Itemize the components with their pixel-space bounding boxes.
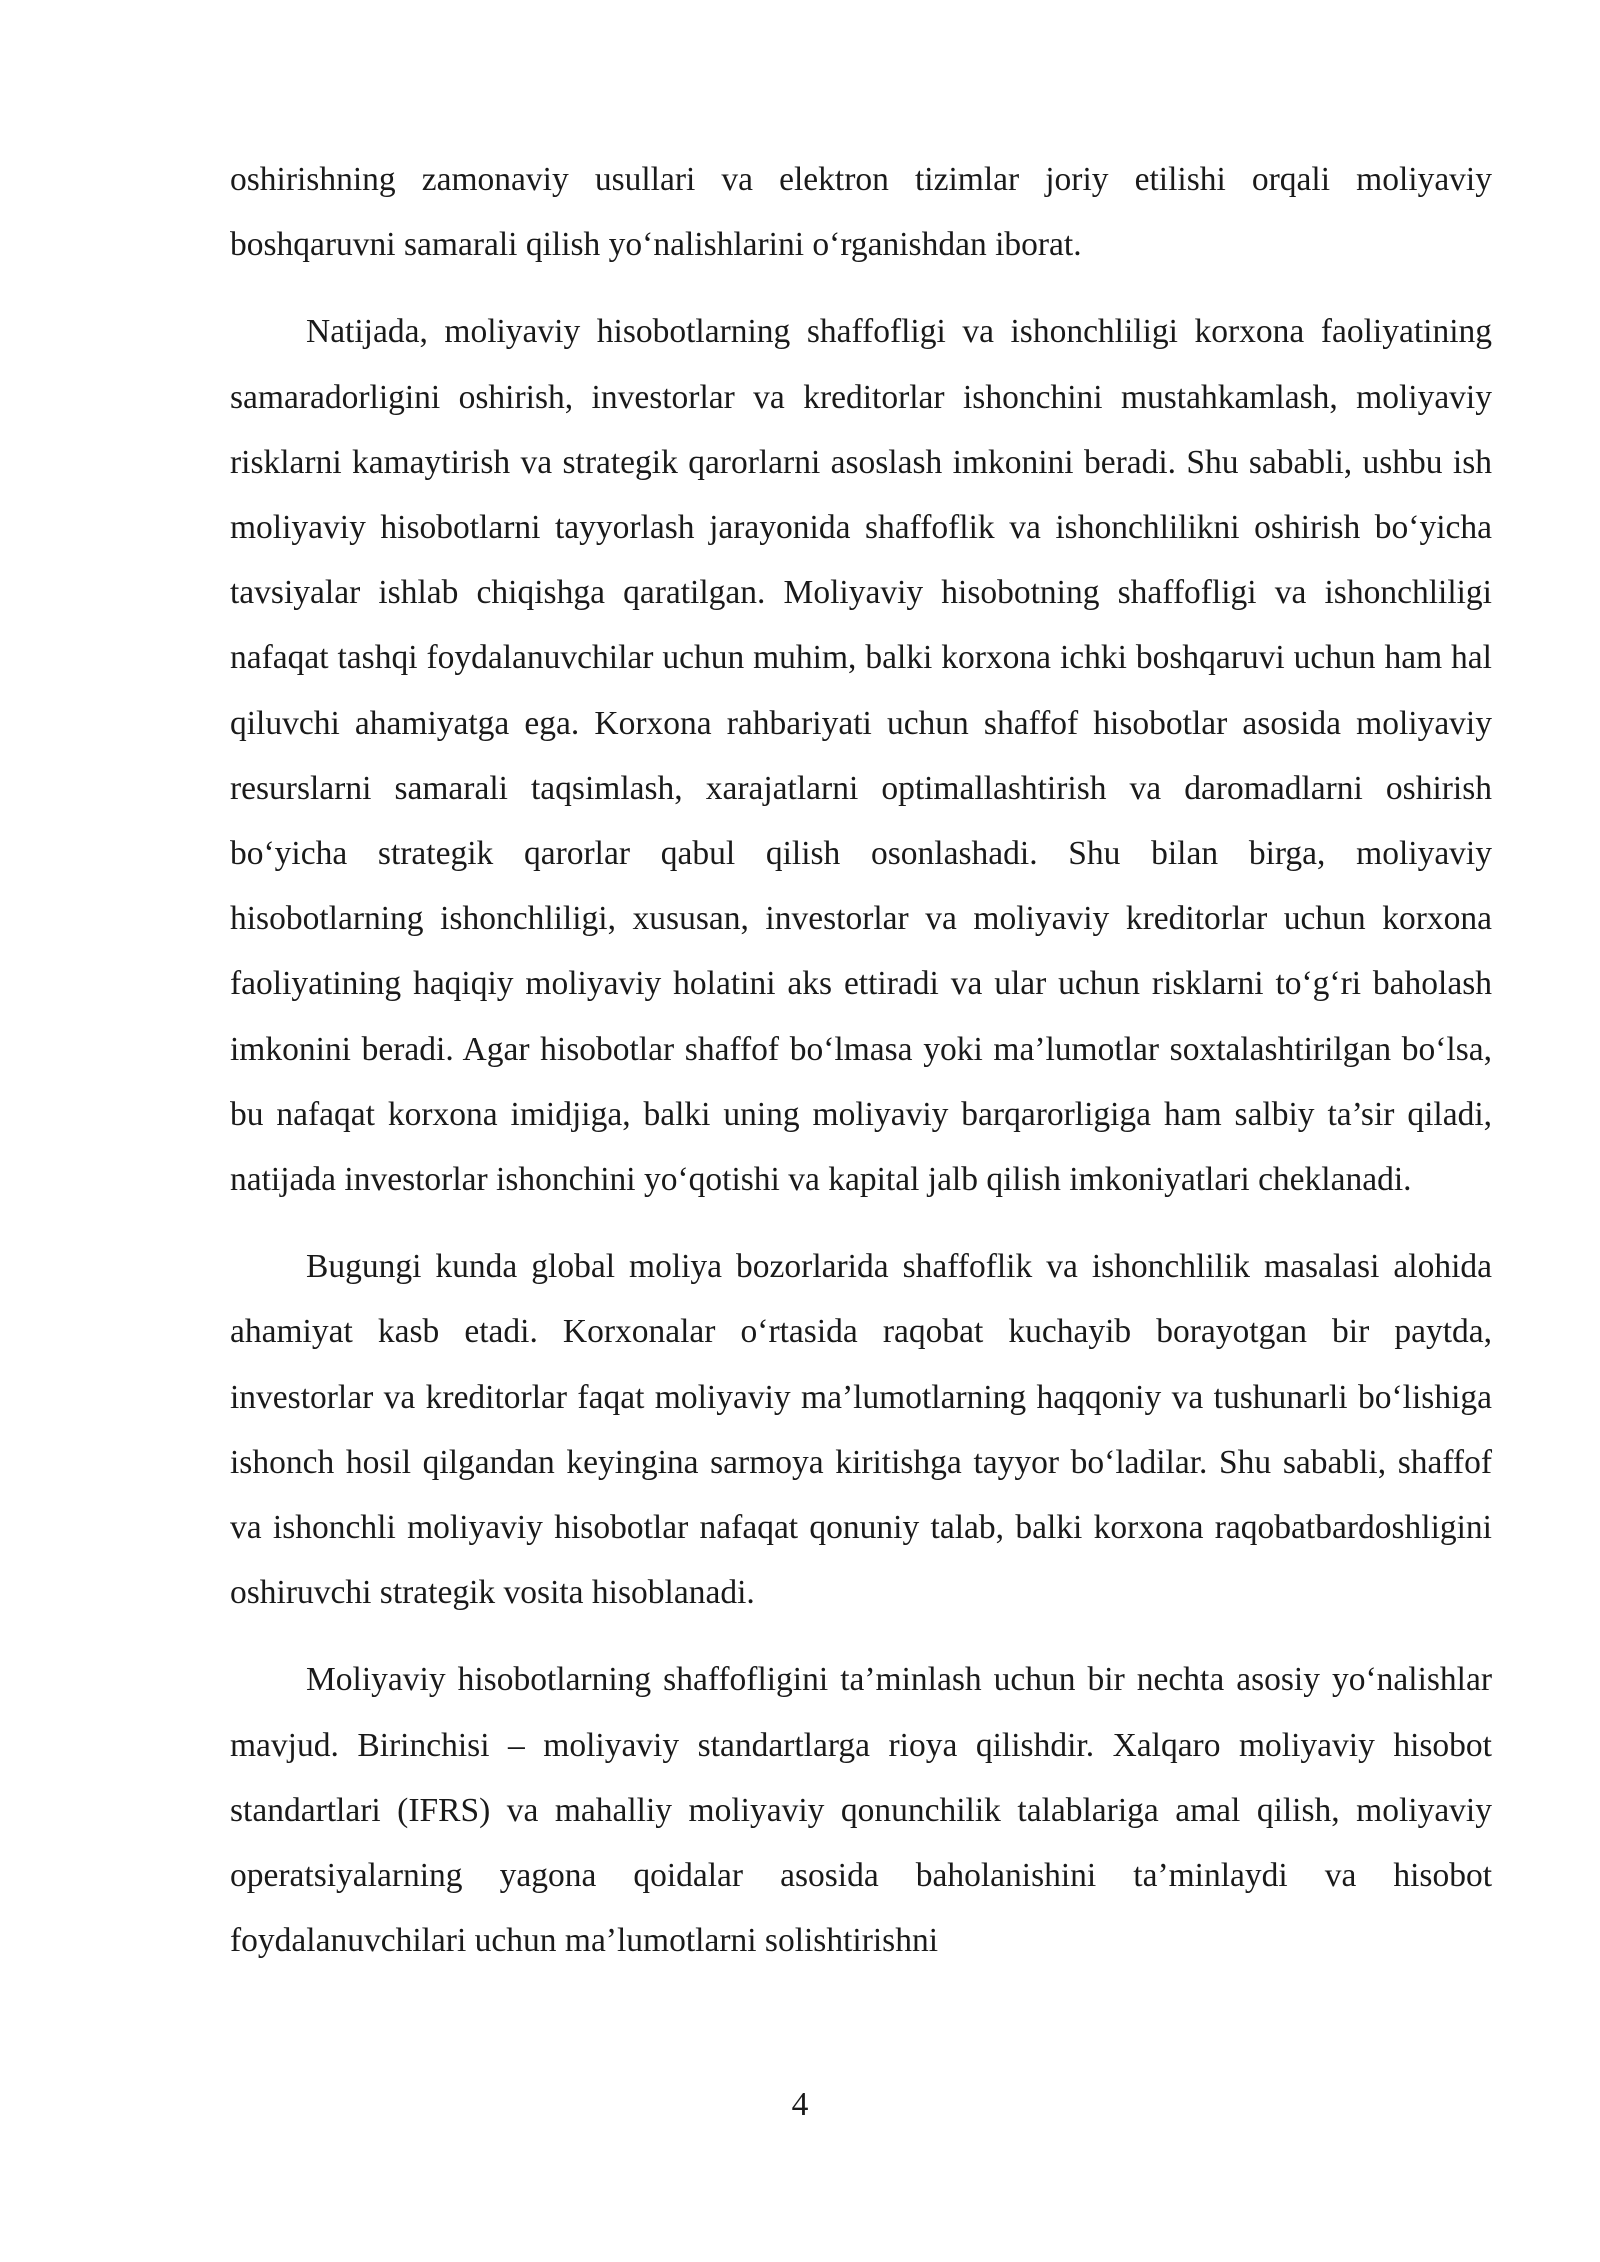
- paragraph-natijada: Natijada, moliyaviy hisobotlarning shaffofligi va ishonchliligi korxona faoliyatining samaradorligini oshirish, investorlar va kreditorlar ishonchini mustahkamlash, moliyaviy risklarni kamaytirish va strategik qarorlarni asoslash imkonini beradi. Shu sababli, ushbu ish moliyaviy hisobotlarni tayyorlash jarayonida shaffoflik va ishonchlilikni oshirish bo‘yicha tavsiyalar ishlab chiqishga qaratilgan. Moliyaviy hisobotning shaffofligi va ishonchliligi nafaqat tashqi foydalanuvchilar uchun muhim, balki korxona ichki boshqaruvi uchun ham hal qiluvchi ahamiyatga ega. Korxona rahbariyati uchun shaffof hisobotlar asosida moliyaviy resurslarni samarali taqsimlash, xarajatlarni optimallashtirish va daromadlarni oshirish bo‘yicha strategik qarorlar qabul qilish osonlashadi. Shu bilan birga, moliyaviy hisobotlarning ishonchliligi, xususan, investorlar va moliyaviy kreditorlar uchun korxona faoliyatining haqiqiy moliyaviy holatini aks ettiradi va ular uchun risklarni to‘g‘ri baholash imkonini beradi. Agar hisobotlar shaffof bo‘lmasa yoki ma’lumotlar soxtalashtirilgan bo‘lsa, bu nafaqat korxona imidjiga, balki uning moliyaviy barqarorligiga ham salbiy ta’sir qiladi, natijada investorlar ishonchini yo‘qotishi va kapital jalb qilish imkoniyatlari cheklanadi.: [230, 313, 1492, 1199]
- paragraph-bugungi: Bugungi kunda global moliya bozorlarida shaffoflik va ishonchlilik masalasi alohida ahamiyat kasb etadi. Korxonalar o‘rtasida raqobat kuchayib borayotgan bir paytda, investorlar va kreditorlar faqat moliyaviy ma’lumotlarning haqqoniy va tushunarli bo‘lishiga ishonch hosil qilgandan keyingina sarmoya kiritishga tayyor bo‘ladilar. Shu sababli, shaffof va ishonchli moliyaviy hisobotlar nafaqat qonuniy talab, balki korxona raqobatbardoshligini oshiruvchi strategik vosita hisoblanadi.: [230, 1248, 1492, 1612]
- paragraph-moliyaviy: Moliyaviy hisobotlarning shaffofligini ta’minlash uchun bir nechta asosiy yo‘nalishlar mavjud. Birinchisi – moliyaviy standartlarga rioya qilishdir. Xalqaro moliyaviy hisobot standartlari (IFRS) va mahalliy moliyaviy qonunchilik talablariga amal qilish, moliyaviy operatsiyalarning yagona qoidalar asosida baholanishini ta’minlaydi va hisobot foydalanuvchilari uchun ma’lumotlarni solishtirishni: [230, 1661, 1492, 1960]
- body-text: [230, 147, 1492, 1995]
- paragraph-continuation: oshirishning zamonaviy usullari va elektron tizimlar joriy etilishi orqali moliyaviy boshqaruvni samarali qilish yo‘nalishlarini o‘rganishdan iborat.: [230, 161, 1492, 264]
- page-number: 4: [791, 2086, 809, 2123]
